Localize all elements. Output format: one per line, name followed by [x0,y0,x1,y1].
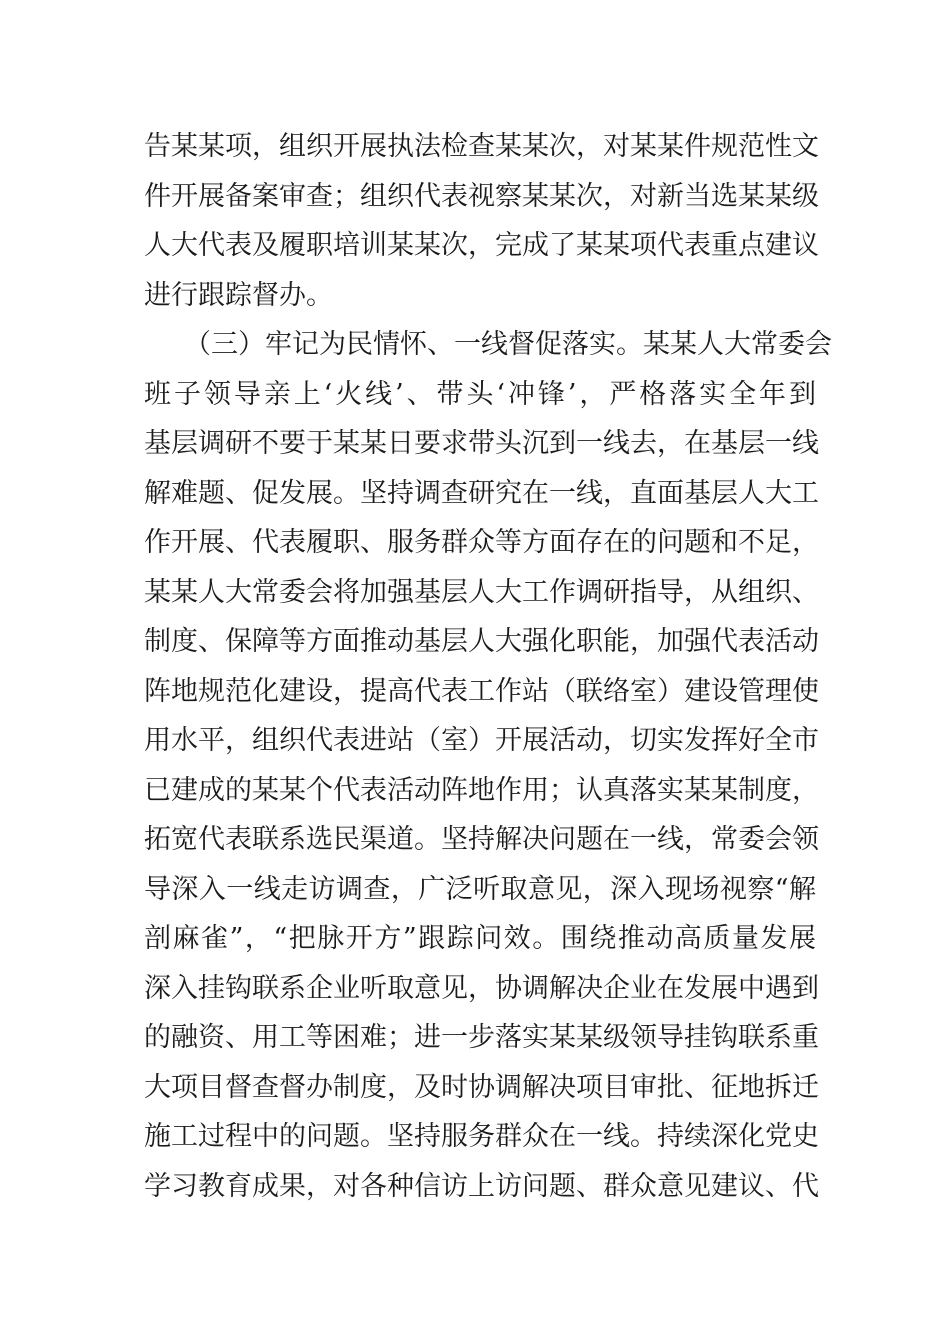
text-line: 件开展备案审查；组织代表视察某某次，对新当选某某级 [144,180,819,212]
text-line: 告某某项，组织开展执法检查某某次，对某某件规范性文 [144,131,819,162]
text-line: 深入挂钩联系企业听取意见，协调解决企业在发展中遇到 [144,972,819,1004]
text-line: 拓宽代表联系选民渠道。坚持解决问题在一线，常委会领 [144,824,819,855]
text-line: 阵地规范化建设，提高代表工作站（联络室）建设管理使 [144,675,819,707]
text-line: 的融资、用工等困难；进一步落实某某级领导挂钩联系重 [144,1022,819,1053]
text-line: 作开展、代表履职、服务群众等方面存在的问题和不足， [144,527,819,558]
text-line: 解难题、促发展。坚持调查研究在一线，直面基层人大工 [144,477,819,509]
text-line: 制度、保障等方面推动基层人大强化职能，加强代表活动 [144,626,819,657]
text-line: 基层调研不要于某某日要求带头沉到一线去，在基层一线 [144,428,819,459]
text-line: 剖麻雀”，“把脉开方”跟踪问效。围绕推动高质量发展 [144,923,816,954]
text-line: （三）牢记为民情怀、一线督促落实。某某人大常委会 [184,329,832,360]
text-line: 施工过程中的问题。坚持服务群众在一线。持续深化党史 [144,1121,819,1152]
text-line: 已建成的某某个代表活动阵地作用；认真落实某某制度， [144,774,819,806]
text-line: 大项目督查督办制度，及时协调解决项目审批、征地拆迁 [144,1071,819,1103]
text-line: 人大代表及履职培训某某次，完成了某某项代表重点建议 [144,230,819,261]
text-line: 进行跟踪督办。 [144,279,333,311]
text-line: 导深入一线走访调查，广泛听取意见，深入现场视察“解 [144,873,816,905]
document-body-text [144,122,832,1211]
text-line: 学习教育成果，对各种信访上访问题、群众意见建议、代 [144,1170,819,1202]
text-line: 用水平，组织代表进站（室）开展活动，切实发挥好全市 [144,725,819,756]
text-line: 班子领导亲上‘火线’、带头‘冲锋’，严格落实全年到 [144,378,816,410]
text-line: 某某人大常委会将加强基层人大工作调研指导，从组织、 [144,576,819,608]
